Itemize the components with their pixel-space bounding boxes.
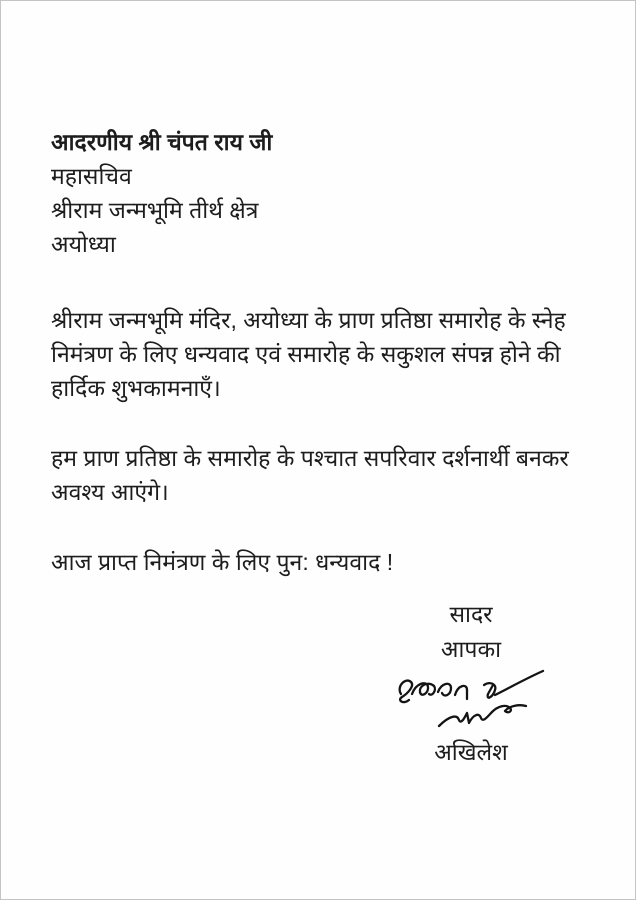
recipient-block (51, 125, 272, 261)
body-paragraph-3: आज प्राप्त निमंत्रण के लिए पुन: धन्यवाद ! (51, 549, 394, 575)
signature-block (391, 597, 551, 770)
recipient-organization: श्रीराम जन्मभूमि तीर्थ क्षेत्र (51, 197, 259, 223)
recipient-title: महासचिव (51, 163, 132, 189)
signatory-name: अखिलेश (434, 739, 508, 765)
recipient-city: अयोध्या (51, 231, 116, 257)
handwritten-signature-icon (391, 668, 551, 734)
signature-salutation: सादर (449, 601, 493, 627)
body-paragraph-2: हम प्राण प्रतिष्ठा के समारोह के पश्चात सपरिवार दर्शनार्थी बनकर अवश्य आएंगे। (51, 445, 569, 505)
body-paragraph-1: श्रीराम जन्मभूमि मंदिर, अयोध्या के प्राण प्रतिष्ठा समारोह के स्नेह निमंत्रण के लिए धन्यवाद एवं समारोह के सकुशल संपन्न होने की हार्दिक शुभकामनाएँ। (51, 307, 566, 401)
recipient-name: आदरणीय श्री चंपत राय जी (51, 129, 273, 155)
signature-closing: आपका (440, 636, 502, 662)
